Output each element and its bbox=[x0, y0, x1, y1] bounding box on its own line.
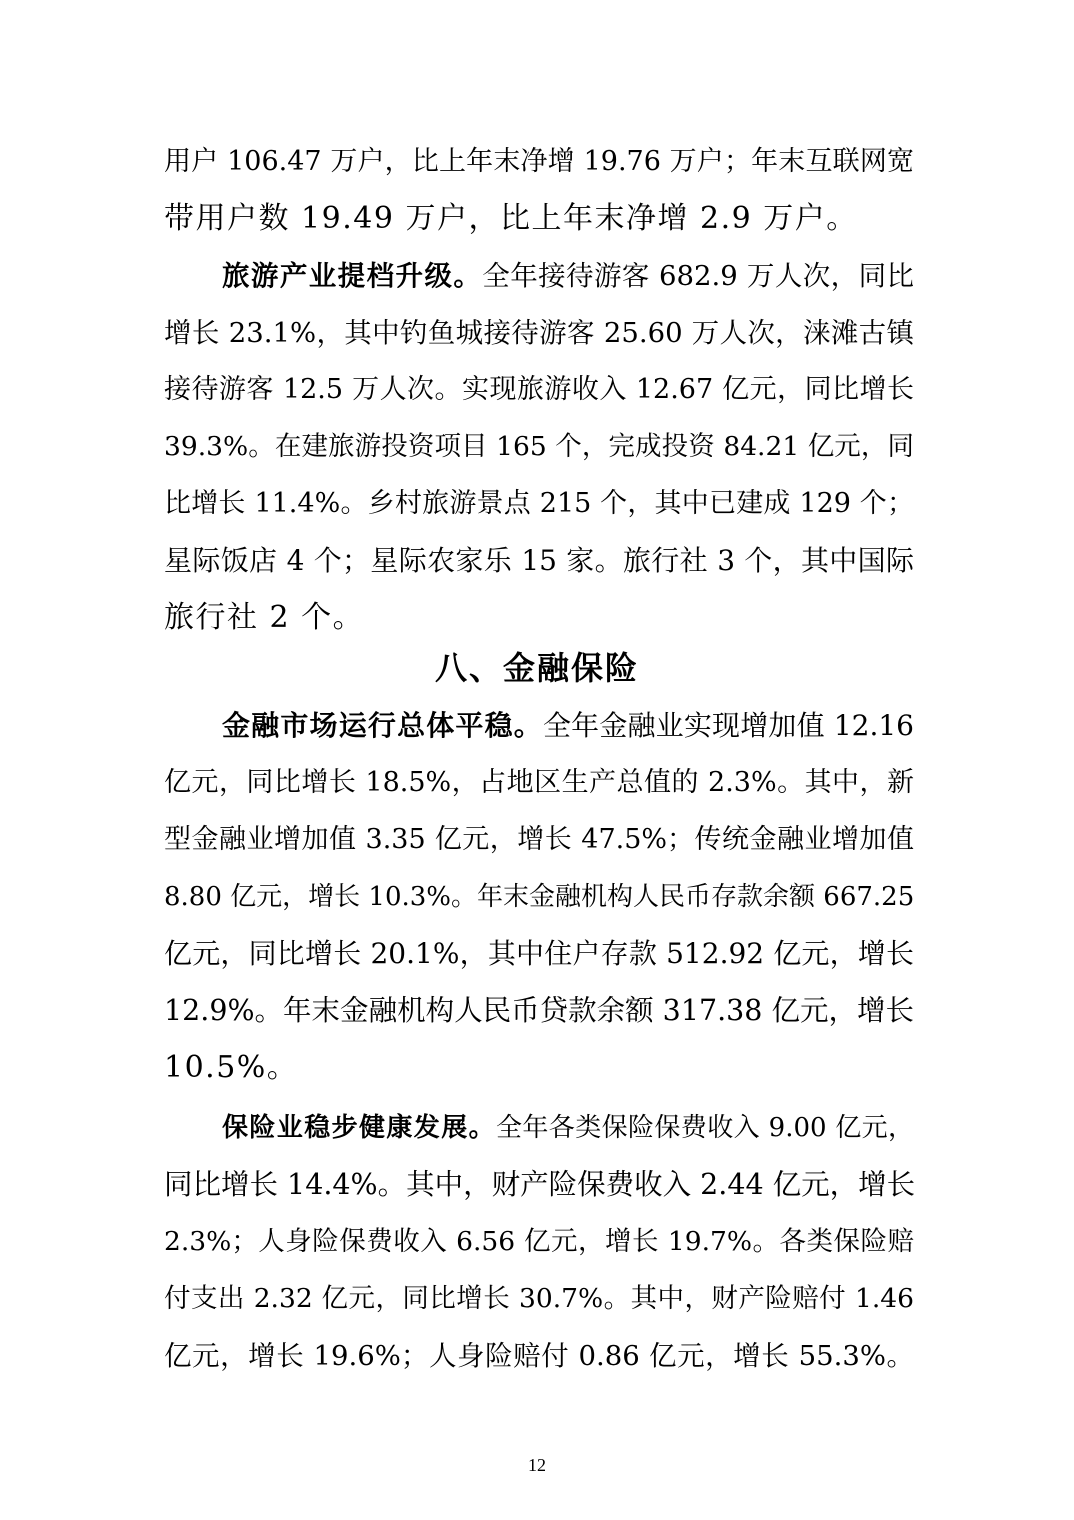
paragraph-first-line bbox=[222, 698, 914, 754]
text-line: 比增长 11.4%。乡村旅游景点 215 个，其中已建成 129 个； bbox=[164, 488, 914, 519]
paragraph-first-line bbox=[222, 248, 914, 304]
text-line: 8.80 亿元，增长 10.3%。年末金融机构人民币存款余额 667.25 bbox=[164, 882, 915, 912]
text-line: 亿元，同比增长 18.5%，占地区生产总值的 2.3%。其中，新 bbox=[164, 767, 914, 798]
text-run: 全年金融业实现增加值 12.16 bbox=[542, 709, 914, 742]
text-line: 39.3%。在建旅游投资项目 165 个，完成投资 84.21 亿元，同 bbox=[164, 431, 914, 462]
text-run: 全年接待游客 682.9 万人次，同比 bbox=[482, 260, 914, 292]
text-line: 接待游客 12.5 万人次。实现旅游收入 12.67 亿元，同比增长 bbox=[164, 374, 914, 405]
text-line: 同比增长 14.4%。其中，财产险保费收入 2.44 亿元，增长 bbox=[164, 1168, 916, 1201]
paragraph-first-line bbox=[222, 1100, 914, 1156]
text-run: 全年各类保险保费收入 9.00 亿元， bbox=[496, 1113, 914, 1143]
page-number: 12 bbox=[528, 1455, 546, 1475]
section-heading: 八、金融保险 bbox=[434, 649, 639, 687]
text-line: 星际饭店 4 个；星际农家乐 15 家。旅行社 3 个，其中国际 bbox=[164, 544, 914, 577]
text-line: 亿元，同比增长 20.1%，其中住户存款 512.92 亿元，增长 bbox=[164, 937, 914, 970]
text-line: 带用户数 19.49 万户，比上年末净增 2.9 万户。 bbox=[164, 201, 858, 236]
text-line: 旅行社 2 个。 bbox=[164, 600, 365, 635]
paragraph-lead-tourism: 旅游产业提档升级。 bbox=[222, 260, 483, 292]
text-line: 型金融业增加值 3.35 亿元，增长 47.5%；传统金融业增加值 bbox=[164, 824, 914, 855]
text-line: 2.3%；人身险保费收入 6.56 亿元，增长 19.7%。各类保险赔 bbox=[164, 1226, 914, 1257]
paragraph-lead-insurance: 保险业稳步健康发展。 bbox=[222, 1113, 496, 1143]
text-line: 用户 106.47 万户，比上年末净增 19.76 万户；年末互联网宽 bbox=[164, 146, 914, 177]
text-line: 增长 23.1%，其中钓鱼城接待游客 25.60 万人次，涞滩古镇 bbox=[164, 317, 914, 349]
text-line: 10.5%。 bbox=[164, 1050, 299, 1085]
text-line: 亿元，增长 19.6%；人身险赔付 0.86 亿元，增长 55.3%。 bbox=[164, 1340, 914, 1372]
text-line: 12.9%。年末金融机构人民币贷款余额 317.38 亿元，增长 bbox=[164, 994, 914, 1027]
text-line: 付支出 2.32 亿元，同比增长 30.7%。其中，财产险赔付 1.46 bbox=[164, 1283, 914, 1314]
paragraph-lead-finance: 金融市场运行总体平稳。 bbox=[222, 709, 543, 742]
